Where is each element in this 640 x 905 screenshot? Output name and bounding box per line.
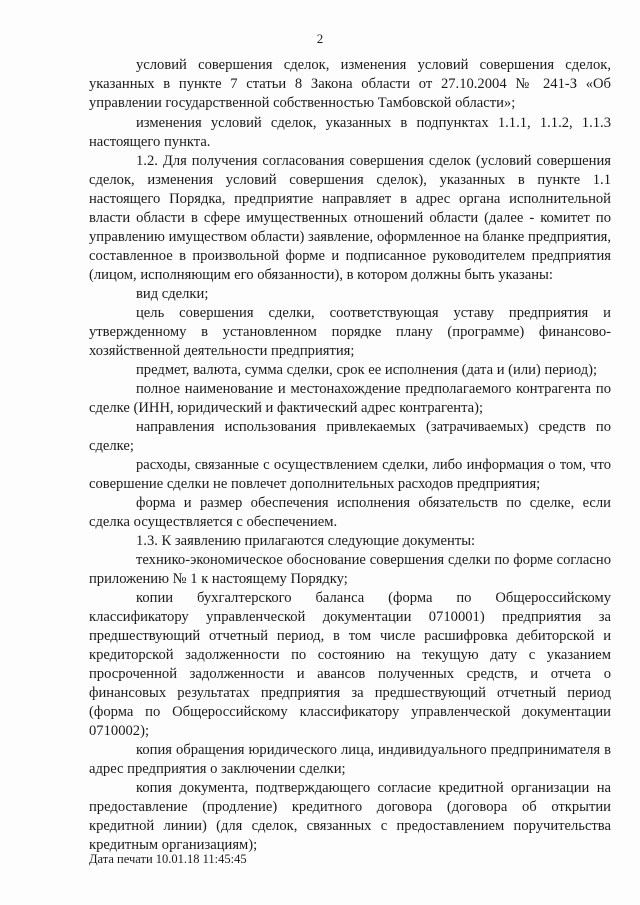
- paragraph-deal-subject: предмет, валюта, сумма сделки, срок ее исполнения (дата и (или) период);: [136, 362, 598, 378]
- paragraph-deal-purpose: цель совершения сделки, соответствующая уставу предприятия и утвержденному в установленном порядке плану (программе) финансово-хозяйственной деятельности предприятия;: [89, 305, 611, 359]
- page-number: 2: [316, 31, 324, 46]
- paragraph-conditions-of-deals: условий совершения сделок, изменения условий совершения сделок, указанных в пункте 7 статьи 8 Закона области от 27.10.2004 № 241-З «Об управлении государственной собственностью Тамбовской области»;: [89, 57, 611, 111]
- paragraph-1-2: 1.2. Для получения согласования совершения сделок (условий совершения сделок, изменения условий совершения сделок), указанных в пункте 1.1 настоящего Порядка, предприятие направляет в адрес органа исполнительной власти области в сфере имущественных отношений области (далее - комитет по управлению имуществом области) заявление, оформленное на бланке предприятия, составленное в произвольной форме и подписанное руководителем предприятия (лицом, исполняющим его обязанности), в котором должны быть указаны:: [89, 153, 611, 283]
- document-body: [89, 56, 611, 855]
- paragraph-counterparty: полное наименование и местонахождение предполагаемого контрагента по сделке (ИНН, юридический и фактический адрес контрагента);: [89, 381, 611, 416]
- paragraph-feasibility-study: технико-экономическое обоснование совершения сделки по форме согласно приложению № 1 к настоящему Порядку;: [89, 552, 611, 587]
- paragraph-expenses: расходы, связанные с осуществлением сделки, либо информация о том, что совершение сделки не повлечет дополнительных расходов предприятия;: [89, 457, 611, 492]
- paragraph-changes-subitems: изменения условий сделок, указанных в подпунктах 1.1.1, 1.1.2, 1.1.3 настоящего пункта.: [89, 115, 611, 150]
- paragraph-appeal-copy: копия обращения юридического лица, индивидуального предпринимателя в адрес предприятия о заключении сделки;: [89, 742, 611, 777]
- paragraph-deal-type: вид сделки;: [136, 286, 209, 302]
- paragraph-credit-consent: копия документа, подтверждающего согласие кредитной организации на предоставление (продление) кредитного договора (договора об открытии кредитной линии) (для сделок, связанных с предоставлением поручительства кредитным организациям);: [89, 780, 611, 853]
- print-date-footer: Дата печати 10.01.18 11:45:45: [89, 852, 247, 866]
- paragraph-security: форма и размер обеспечения исполнения обязательств по сделке, если сделка осуществляется с обеспечением.: [89, 495, 611, 530]
- paragraph-funds-usage: направления использования привлекаемых (затрачиваемых) средств по сделке;: [89, 419, 611, 454]
- paragraph-balance-copies: копии бухгалтерского баланса (форма по Общероссийскому классификатору управленческой документации 0710001) предприятия за предшествующий отчетный период, в том числе расшифровка дебиторской и кредиторской задолженности по состоянию на текущую дату с указанием просроченной задолженности и авансов полученных средств, и отчета о финансовых результатах предприятия за предшествующий отчетный период (форма по Общероссийскому классификатору управленческой документации 0710002);: [89, 590, 611, 739]
- paragraph-1-3: 1.3. К заявлению прилагаются следующие документы:: [136, 533, 476, 549]
